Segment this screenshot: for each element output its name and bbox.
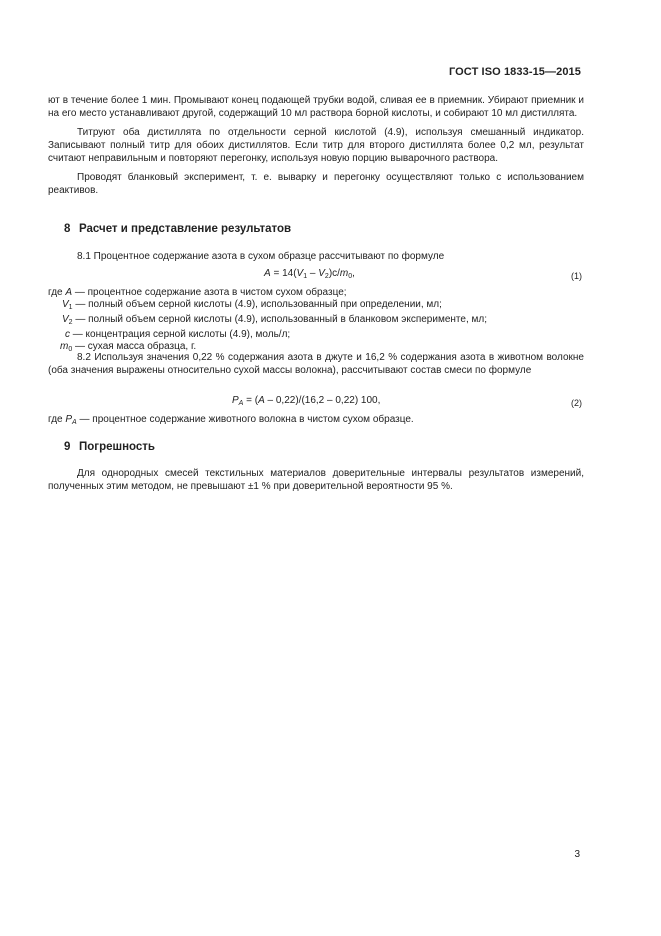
legend2-intro: где (48, 414, 66, 425)
legend-row-a (48, 287, 487, 299)
formula-1-end: , (352, 268, 355, 279)
legend2-text: — процентное содержание животного волокна в чистом сухом образце. (76, 414, 414, 425)
section-8-title: Расчет и представление результатов (79, 223, 292, 235)
legend-m0-symbol: m (60, 341, 69, 352)
legend-row-v2 (48, 314, 487, 329)
section-8-number: 8 (64, 223, 71, 235)
paragraph-blank-experiment: Проводят бланковый эксперимент, т. е. выварку и перегонку осуществляют только с использованием реактивов. (48, 172, 584, 196)
paragraph-8-1-wrap (48, 250, 584, 263)
formula-2-eq: = ( (243, 395, 259, 406)
legend-row-c (48, 329, 487, 341)
paragraph-9-wrap (48, 467, 584, 493)
legend-c-text: — концентрация серной кислоты (4.9), моль/л; (70, 329, 291, 340)
legend-c-symbol: c (65, 329, 70, 340)
legend-m0-sub: 0 (68, 346, 73, 353)
formula-2 (232, 395, 380, 407)
paragraph-8-1: 8.1 Процентное содержание азота в сухом образце рассчитывают по формуле (77, 251, 445, 262)
paragraph-9: Для однородных смесей текстильных материалов доверительные интервалы результатов измерений, полученных этим методом, не превышают ±1 % при доверительной вероятности 95 %. (48, 468, 584, 492)
intro-paragraphs (48, 94, 584, 197)
formula-2-p: P (232, 395, 239, 406)
formula-2-sub: A (238, 400, 244, 407)
formula-1-sub0: 0 (348, 273, 353, 280)
legend-intro: где (48, 287, 66, 298)
section-9-number: 9 (64, 441, 71, 453)
legend2-p: P (65, 414, 73, 425)
formula-1-m: m (339, 268, 349, 279)
legend-row-v1 (48, 299, 487, 314)
legend-v1-sub: 1 (68, 304, 73, 311)
section-8-heading (64, 223, 291, 235)
formula-2-rest: – 0,22)/(16,2 – 0,22) 100, (264, 395, 381, 406)
legend-v2-sub: 2 (68, 319, 73, 326)
legend-v2-text: — полный объем серной кислоты (4.9), использованный в бланковом эксперименте, мл; (72, 314, 487, 325)
paragraph-distillate-collect: ют в течение более 1 мин. Промывают конец подающей трубки водой, сливая ее в приемник. Убирают приемник и на его место устанавливают другой, содержащий 10 мл раствора борной кислоты, и собирают 10 мл дистиллята. (48, 95, 584, 119)
legend-a-text: — процентное содержание азота в чистом сухом образце; (72, 287, 347, 298)
paragraph-8-2: 8.2 Используя значения 0,22 % содержания азота в джуте и 16,2 % содержания азота в животном волокне (оба значения выражены относительно сухой массы волокна), рассчитывают состав смеси по формуле (48, 352, 584, 376)
formula-2-number: (2) (571, 398, 582, 408)
section-9-heading (64, 441, 155, 453)
formula-1-lhs: A (264, 268, 271, 279)
legend-m0-text: — сухая масса образца, г. (72, 341, 197, 352)
formula-1-part: = 14( (270, 268, 297, 279)
formula-2-a: A (258, 395, 265, 406)
document-code: ГОСТ ISO 1833-15—2015 (448, 66, 581, 78)
legend-v1-text: — полный объем серной кислоты (4.9), использованный при определении, мл; (72, 299, 442, 310)
formula-1-sub2: 2 (324, 273, 329, 280)
page-number: 3 (574, 849, 580, 860)
section-9-title: Погрешность (79, 441, 156, 453)
formula-1-number: (1) (571, 271, 582, 281)
formula-1 (264, 268, 355, 280)
formula-1-v1: V (296, 268, 304, 279)
paragraph-titration: Титруют оба дистиллята по отдельности серной кислотой (4.9), используя смешанный индикатор. Записывают полный титр для обоих дистиллятов. Если титр для второго дистиллята более 0,2 мл, результат считают неправильным и повторяют перегонку, используя новую порцию выварочного раствора. (48, 127, 584, 164)
formula-1-part2: )c/ (328, 268, 340, 279)
legend-v2-symbol: V (62, 314, 69, 325)
formula-1-sub1: 1 (303, 273, 308, 280)
legend-a-symbol: A (65, 287, 73, 298)
formula-1-v2: V (318, 268, 325, 279)
legend2-row (48, 414, 414, 429)
paragraph-8-2-wrap (48, 351, 584, 377)
legend-v1-symbol: V (62, 299, 69, 310)
legend2-sub: A (72, 419, 77, 426)
formula-2-legend (48, 414, 414, 429)
formula-1-minus: – (307, 268, 319, 279)
formula-1-legend (48, 287, 487, 356)
